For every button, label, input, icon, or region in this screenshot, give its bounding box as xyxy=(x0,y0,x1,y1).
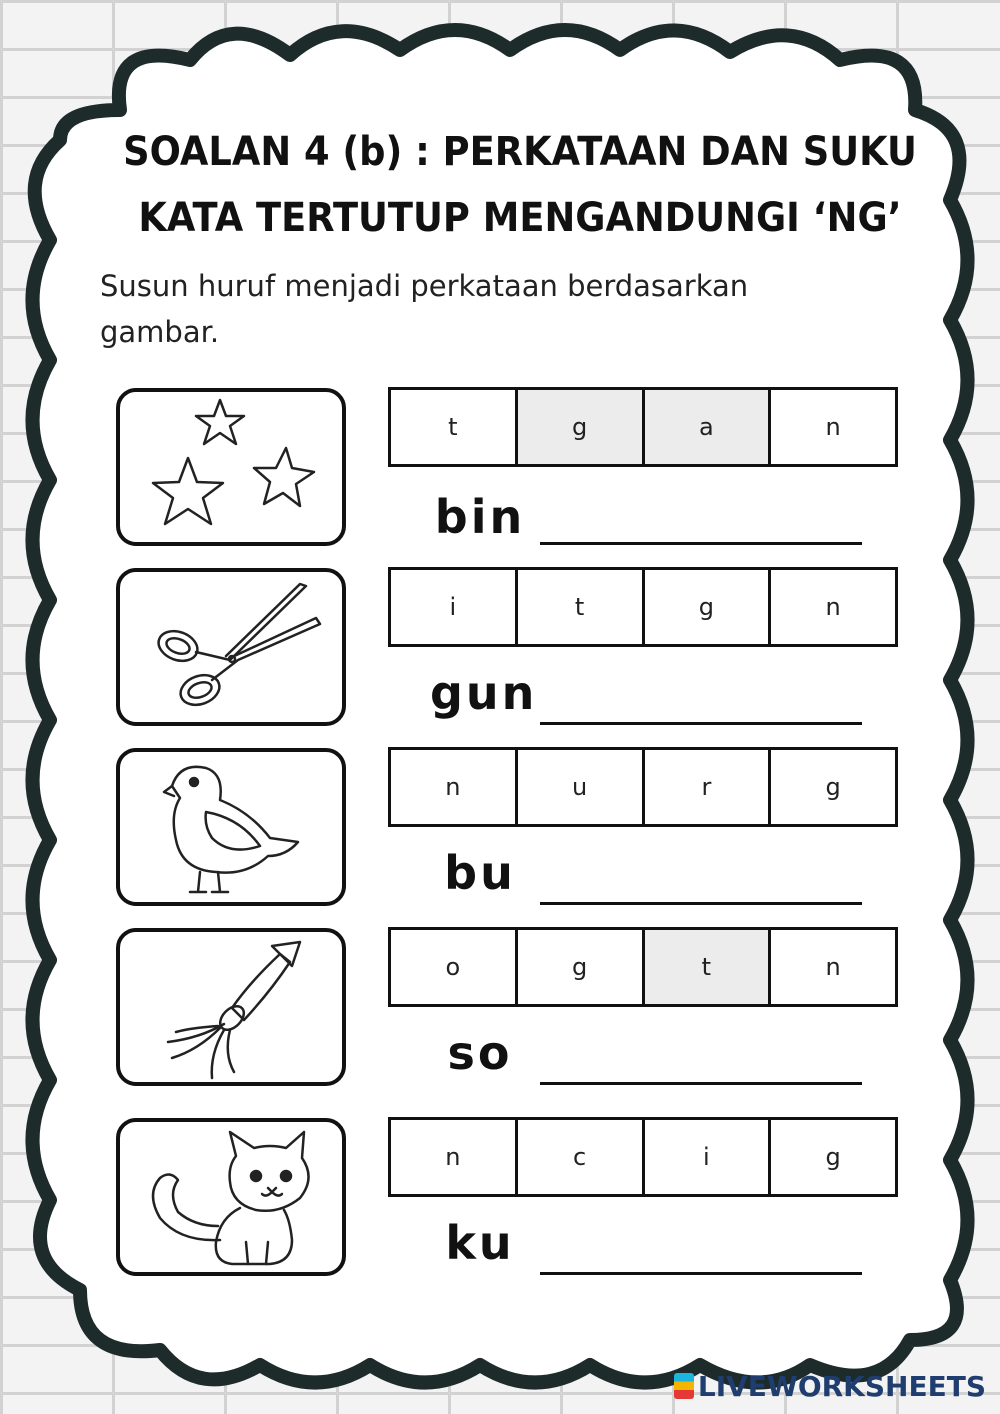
syllable-label-2: gun xyxy=(430,666,538,720)
syllable-label-5: ku xyxy=(445,1216,515,1270)
letter-tile[interactable]: t xyxy=(645,930,772,1004)
letter-tile[interactable]: g xyxy=(825,773,841,801)
letter-tile[interactable]: g xyxy=(825,1143,841,1171)
letter-tile[interactable]: n xyxy=(825,953,841,981)
letter-row-3 xyxy=(388,747,898,827)
letter-row-2 xyxy=(388,567,898,647)
letter-tile[interactable]: g xyxy=(518,390,645,464)
answer-input-4[interactable] xyxy=(540,1048,862,1085)
bird-icon xyxy=(120,752,342,902)
letter-tile[interactable]: a xyxy=(645,390,772,464)
worksheet-title-line-2: KATA TERTUTUP MENGANDUNGI ‘NG’ xyxy=(138,195,902,241)
syllable-label-3: bu xyxy=(444,846,516,900)
letter-tile[interactable]: n xyxy=(391,1120,518,1194)
letter-tile[interactable]: r xyxy=(645,750,772,824)
cat-icon xyxy=(120,1122,342,1272)
picture-box-2 xyxy=(116,568,346,726)
lws-logo-icon xyxy=(674,1373,694,1399)
letter-tile[interactable]: n xyxy=(391,750,518,824)
letter-tile[interactable]: i xyxy=(391,570,518,644)
picture-box-3 xyxy=(116,748,346,906)
letter-tile[interactable]: g xyxy=(645,570,772,644)
picture-box-1 xyxy=(116,388,346,546)
picture-box-4 xyxy=(116,928,346,1086)
syllable-label-4: so xyxy=(447,1026,513,1080)
squid-icon xyxy=(120,932,342,1082)
letter-tile[interactable]: c xyxy=(518,1120,645,1194)
answer-input-1[interactable] xyxy=(540,508,862,545)
letter-row-5 xyxy=(388,1117,898,1197)
letter-tile[interactable]: t xyxy=(391,390,518,464)
letter-tile[interactable]: u xyxy=(518,750,645,824)
instruction-line-2: gambar. xyxy=(100,315,220,349)
brand-text: LIVEWORKSHEETS xyxy=(697,1370,986,1403)
letter-tile[interactable]: g xyxy=(518,930,645,1004)
letter-row-1 xyxy=(388,387,898,467)
answer-input-2[interactable] xyxy=(540,688,862,725)
syllable-label-1: bin xyxy=(434,490,526,544)
letter-tile[interactable]: n xyxy=(825,593,841,621)
instruction-line-1: Susun huruf menjadi perkataan berdasarkan xyxy=(100,269,749,303)
letter-tile[interactable]: t xyxy=(518,570,645,644)
worksheet-title-line-1: SOALAN 4 (b) : PERKATAAN DAN SUKU xyxy=(123,129,917,175)
picture-box-5 xyxy=(116,1118,346,1276)
stars-icon xyxy=(120,392,342,542)
answer-input-3[interactable] xyxy=(540,868,862,905)
letter-tile[interactable]: n xyxy=(825,413,841,441)
letter-tile[interactable]: i xyxy=(645,1120,772,1194)
scissors-icon xyxy=(120,572,342,722)
letter-tile[interactable]: o xyxy=(391,930,518,1004)
liveworksheets-logo[interactable] xyxy=(674,1370,986,1403)
letter-row-4 xyxy=(388,927,898,1007)
answer-input-5[interactable] xyxy=(540,1238,862,1275)
